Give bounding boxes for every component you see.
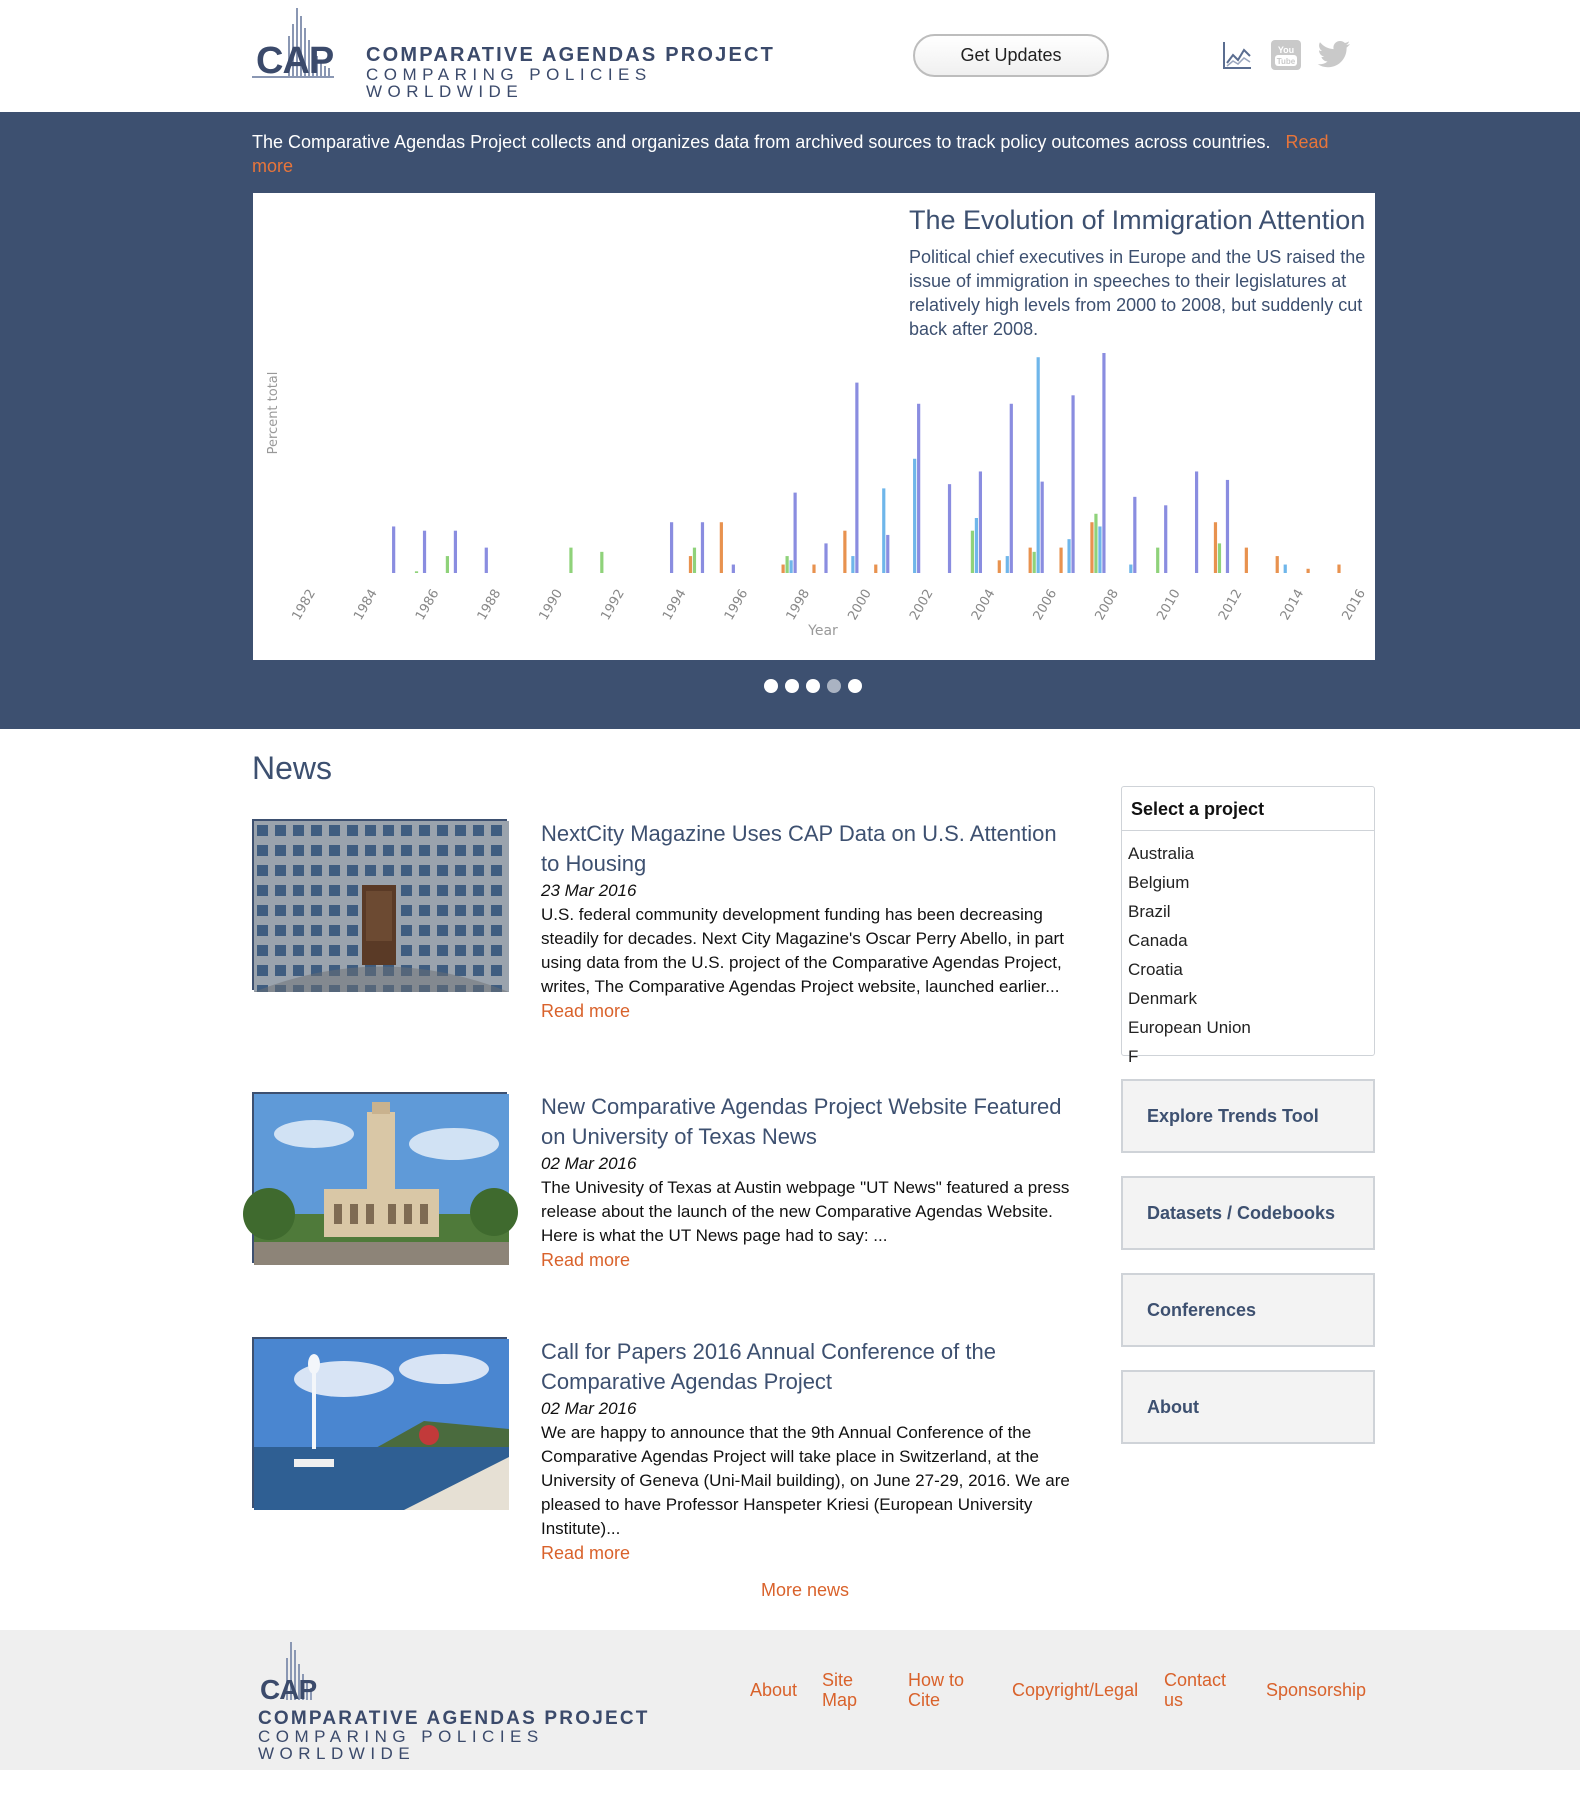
carousel-dot[interactable] <box>848 679 862 693</box>
chart-bar <box>1102 353 1105 573</box>
news-thumbnail-geneva-lake[interactable] <box>252 1337 507 1508</box>
news-date: 23 Mar 2016 <box>541 881 637 900</box>
chart-bar <box>1094 514 1097 573</box>
banner-read-more-link[interactable]: Read more <box>252 132 1329 176</box>
site-footer <box>0 1630 1580 1770</box>
footer-logo-title: COMPARATIVE AGENDAS PROJECT <box>258 1708 650 1729</box>
project-options-list[interactable] <box>1122 831 1374 1079</box>
carousel-dot[interactable] <box>806 679 820 693</box>
chart-bar <box>1090 522 1093 573</box>
chart-bar <box>1029 548 1032 573</box>
twitter-icon[interactable] <box>1317 38 1351 72</box>
chart-bar <box>1307 569 1310 573</box>
project-option[interactable]: F <box>1128 1047 1139 1066</box>
project-option[interactable]: Denmark <box>1128 989 1197 1008</box>
chart-x-tick-label: 1982 <box>289 586 320 623</box>
footer-link-copyright-legal[interactable]: Copyright/Legal <box>1012 1680 1139 1700</box>
chart-x-tick-label: 2008 <box>1092 586 1122 623</box>
chart-bar <box>1218 543 1221 573</box>
chart-bar <box>1098 526 1101 573</box>
footer-link-sponsorship[interactable]: Sponsorship <box>1266 1680 1367 1700</box>
chart-bar <box>670 522 673 573</box>
chart-bar <box>786 556 789 573</box>
news-item <box>252 1092 1082 1272</box>
featured-chart-card <box>253 193 1375 660</box>
footer-logo-cap-text: CAP <box>260 1674 317 1705</box>
chart-bar <box>975 518 978 573</box>
news-date: 02 Mar 2016 <box>541 1154 637 1173</box>
chart-bar <box>913 459 916 573</box>
news-read-more-link[interactable]: Read more <box>541 1543 631 1563</box>
footer-link-about[interactable]: About <box>750 1680 798 1700</box>
project-select-label: Select a project <box>1122 787 1374 831</box>
chart-x-tick-label: 2010 <box>1154 586 1184 623</box>
chart-bar <box>979 471 982 573</box>
chart-bar <box>732 565 735 573</box>
trends-chart-icon[interactable] <box>1220 38 1254 72</box>
news-body <box>541 1337 1081 1565</box>
get-updates-button[interactable]: Get Updates <box>913 34 1109 77</box>
chart-bar <box>423 531 426 573</box>
chart-x-tick-label: 2016 <box>1339 586 1370 623</box>
chart-bar <box>882 488 885 573</box>
project-option[interactable]: Brazil <box>1128 902 1171 921</box>
carousel-dots <box>764 679 862 693</box>
banner-intro-text: The Comparative Agendas Project collects and organizes data from archived sources to track policy outcomes across countries. <box>252 132 1271 152</box>
chart-bar <box>1129 565 1132 573</box>
svg-text:You: You <box>1277 45 1295 55</box>
chart-bar <box>1133 497 1136 573</box>
news-read-more-link[interactable]: Read more <box>541 1250 631 1270</box>
news-heading: News <box>252 750 333 786</box>
chart-bar <box>1033 552 1036 573</box>
chart-bar <box>1214 522 1217 573</box>
chart-bar <box>1037 357 1040 573</box>
news-title[interactable]: Call for Papers 2016 Annual Conference of the Comparative Agendas Project <box>541 1339 996 1394</box>
project-option[interactable]: Belgium <box>1128 873 1190 892</box>
news-excerpt: The Univesity of Texas at Austin webpage "UT News" featured a press release about the launch of the new Comparative Agendas Website. Here is what the UT News page had to say: ... <box>541 1178 1070 1245</box>
chart-x-tick-label: 2002 <box>907 586 937 623</box>
news-title[interactable]: New Comparative Agendas Project Website Featured on University of Texas News <box>541 1094 1062 1149</box>
news-item <box>252 819 1082 1019</box>
chart-x-tick-label: 1986 <box>413 586 443 623</box>
chart-bar <box>415 571 418 573</box>
chart-x-tick-label: 1984 <box>351 586 381 623</box>
chart-bar <box>1010 404 1013 573</box>
chart-bar <box>1245 548 1248 573</box>
project-option[interactable]: Croatia <box>1128 960 1183 979</box>
logo-subtitle: COMPARING POLICIES WORLDWIDE <box>366 65 652 101</box>
chart-bar <box>446 556 449 573</box>
chart-bar <box>454 531 457 573</box>
conferences-button[interactable]: Conferences <box>1121 1273 1375 1347</box>
chart-bar <box>1226 480 1229 573</box>
chart-bar <box>851 556 854 573</box>
chart-description: Political chief executives in Europe and the US raised the issue of immigration in speeches to their legislatures at relatively high levels from 2000 to 2008, but suddenly cut back after 2008. <box>909 247 1366 339</box>
chart-bar <box>693 548 696 573</box>
news-excerpt: U.S. federal community development funding has been decreasing steadily for decades. Next City Magazine's Oscar Perry Abello, in part using data from the U.S. project of the Comparative Agendas Project, writes, The Comparative Agendas Project website, launched earlier... <box>541 905 1064 996</box>
chart-bar <box>1041 482 1044 573</box>
footer-logo-subtitle: COMPARING POLICIES WORLDWIDE <box>258 1727 544 1763</box>
svg-text:Tube: Tube <box>1276 57 1296 66</box>
chart-bar <box>1276 556 1279 573</box>
news-excerpt: We are happy to announce that the 9th Annual Conference of the Comparative Agendas Project will take place in Switzerland, at the University of Geneva (Uni-Mail building), on June 27-29, 2016. We are pleased to have Professor Hanspeter Kriesi (European University Institute)... <box>541 1423 1070 1538</box>
chart-bar <box>392 526 395 573</box>
chart-x-axis-label: Year <box>808 623 838 639</box>
chart-bar <box>600 552 603 573</box>
chart-bar <box>1059 548 1062 573</box>
project-option[interactable]: Australia <box>1128 844 1195 863</box>
logo-cap-text: CAP <box>256 40 334 82</box>
chart-bar <box>812 565 815 573</box>
site-logo[interactable] <box>252 6 792 106</box>
chart-bar <box>917 404 920 573</box>
news-body <box>541 819 1081 1023</box>
chart-bar <box>948 484 951 573</box>
hero-banner <box>0 112 1580 729</box>
chart-x-tick-label: 2014 <box>1277 586 1308 623</box>
chart-bar <box>1071 395 1074 573</box>
banner-intro <box>252 130 1352 178</box>
chart-bar <box>569 548 572 573</box>
chart-bar <box>874 565 877 573</box>
news-thumbnail-ut-tower[interactable] <box>252 1092 507 1263</box>
news-read-more-link[interactable]: Read more <box>541 1001 631 1021</box>
explore-trends-tool-button[interactable]: Explore Trends Tool <box>1121 1079 1375 1153</box>
datasets-codebooks-button[interactable]: Datasets / Codebooks <box>1121 1176 1375 1250</box>
footer-link-site-map[interactable]: Site Map <box>822 1670 858 1710</box>
footer-link-how-to-cite[interactable]: How to Cite <box>908 1670 965 1710</box>
carousel-dot[interactable] <box>827 679 841 693</box>
chart-x-tick-label: 1996 <box>721 586 752 623</box>
carousel-dot[interactable] <box>764 679 778 693</box>
chart-bar <box>720 522 723 573</box>
chart-x-tick-label: 1998 <box>783 586 814 623</box>
news-title[interactable]: NextCity Magazine Uses CAP Data on U.S. Attention to Housing <box>541 821 1057 876</box>
chart-x-tick-label: 1992 <box>598 586 628 623</box>
chart-bar <box>689 556 692 573</box>
logo-title: COMPARATIVE AGENDAS PROJECT <box>366 44 776 66</box>
carousel-dot[interactable] <box>785 679 799 693</box>
more-news-link[interactable]: More news <box>760 1580 850 1600</box>
chart-x-tick-label: 1994 <box>660 586 690 623</box>
chart-bar <box>1006 556 1009 573</box>
cap-logo-mark <box>252 6 352 96</box>
chart-bar <box>1164 505 1167 573</box>
chart-x-tick-label: 2000 <box>845 586 875 623</box>
about-button[interactable]: About <box>1121 1370 1375 1444</box>
footer-logo[interactable] <box>258 1640 658 1763</box>
chart-bar <box>701 522 704 573</box>
news-date: 02 Mar 2016 <box>541 1399 637 1418</box>
youtube-icon[interactable] <box>1269 38 1303 72</box>
chart-x-tick-label: 2006 <box>1030 586 1061 623</box>
project-option[interactable]: Canada <box>1128 931 1188 950</box>
chart-bar <box>843 531 846 573</box>
chart-bar <box>782 565 785 573</box>
chart-bar <box>790 560 793 573</box>
chart-bar <box>971 531 974 573</box>
chart-bar <box>1195 471 1198 573</box>
chart-x-tick-label: 1990 <box>536 586 567 623</box>
chart-x-tick-label: 1988 <box>474 586 505 623</box>
chart-x-tick-label: 2004 <box>968 586 999 623</box>
chart-bar <box>1337 565 1340 573</box>
chart-bar <box>855 383 858 573</box>
site-header <box>0 0 1580 112</box>
chart-bar <box>1156 548 1159 573</box>
chart-y-axis-label: Percent total <box>266 371 281 455</box>
chart-bar <box>1067 539 1070 573</box>
chart-bar <box>1284 565 1287 573</box>
chart-bar <box>886 535 889 573</box>
chart-x-tick-label: 2012 <box>1215 586 1246 623</box>
footer-link-contact-us[interactable]: Contact us <box>1164 1670 1227 1710</box>
news-item <box>252 1337 1082 1567</box>
news-thumbnail-hud-building[interactable] <box>252 819 507 990</box>
chart-bar <box>794 493 797 573</box>
project-option[interactable]: European Union <box>1128 1018 1251 1037</box>
news-body <box>541 1092 1081 1272</box>
project-select[interactable] <box>1121 786 1375 1066</box>
chart-bar <box>998 560 1001 573</box>
chart-bar <box>824 543 827 573</box>
chart-bar <box>485 548 488 573</box>
chart-title: The Evolution of Immigration Attention <box>909 205 1366 235</box>
